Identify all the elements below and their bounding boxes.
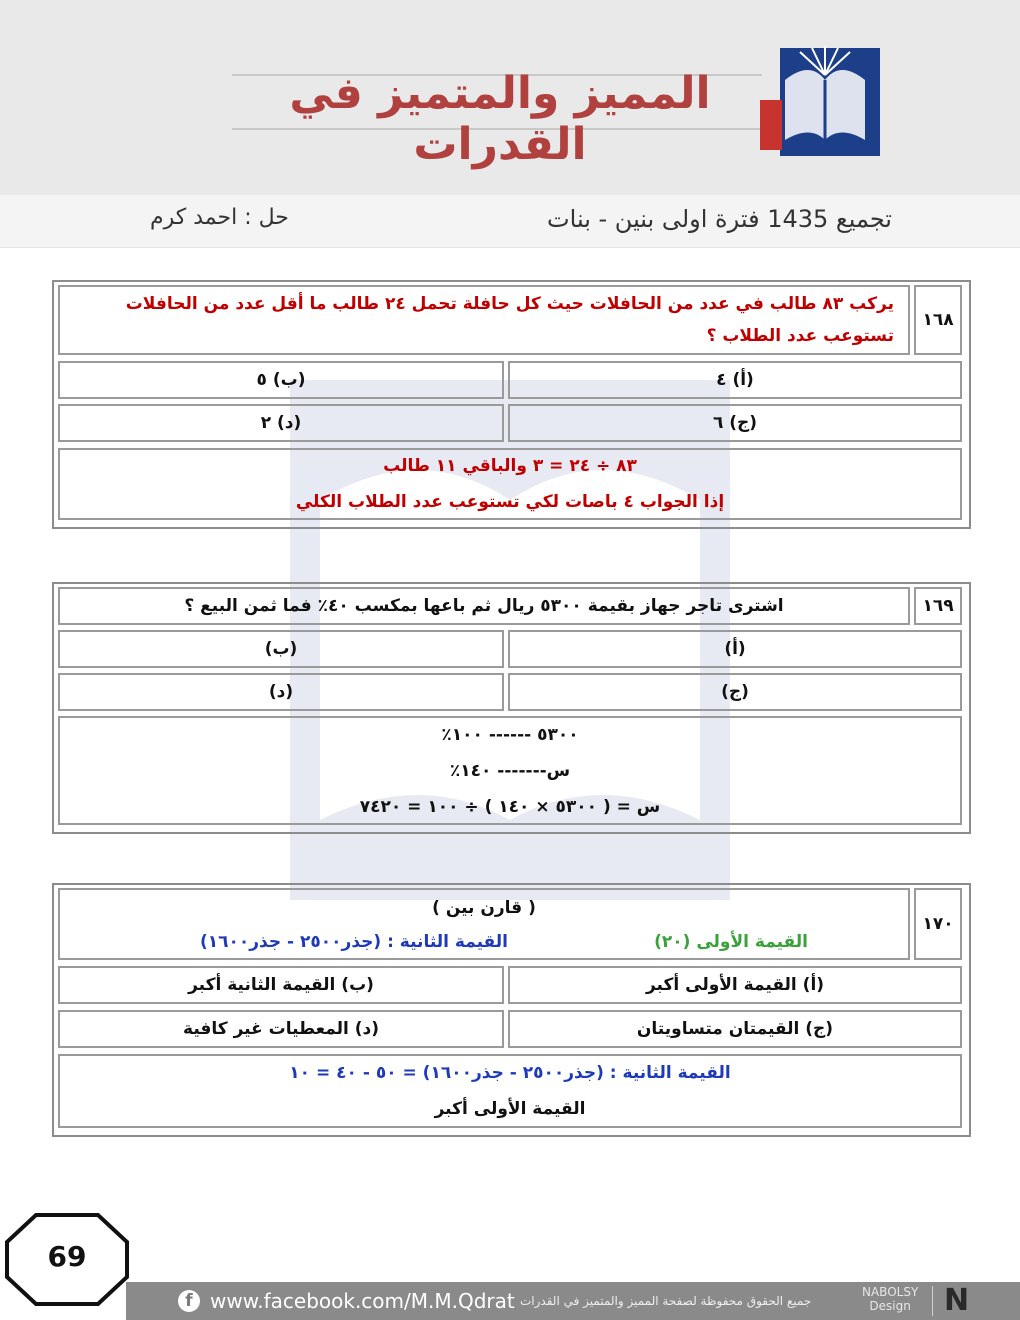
solution-line: س = ( ٥٣٠٠ × ١٤٠ ) ÷ ١٠٠ = ٧٤٢٠: [359, 796, 661, 817]
book-logo-icon: [760, 40, 890, 160]
question-169-number: ١٦٩: [914, 587, 962, 625]
question-169-option-c[interactable]: (ج): [508, 673, 962, 711]
solution-line: ٥٣٠٠ ------ ١٠٠٪: [441, 724, 579, 745]
question-168-option-d[interactable]: (د) ٢: [58, 404, 504, 442]
second-value: القيمة الثانية : (جذر٢٥٠٠ - جذر١٦٠٠): [199, 932, 508, 952]
question-168-number: ١٦٨: [914, 285, 962, 355]
collection-label: تجميع 1435 فترة اولى بنين - بنات: [547, 205, 892, 233]
solution-line: إذا الجواب ٤ باصات لكي تستوعب عدد الطلاب الكلي: [295, 492, 725, 512]
question-169-solution: [58, 716, 962, 825]
facebook-link[interactable]: www.facebook.com/M.M.Qdrat: [210, 1289, 515, 1313]
design-brand-line1: NABOLSY: [862, 1285, 919, 1299]
design-brand-line2: Design: [869, 1299, 911, 1313]
question-168-option-c[interactable]: (ج) ٦: [508, 404, 962, 442]
design-brand-divider: [932, 1286, 933, 1316]
design-brand-logo: N: [944, 1283, 970, 1318]
question-168-option-a[interactable]: (أ) ٤: [508, 361, 962, 399]
question-170-solution: [58, 1054, 962, 1128]
compare-title: ( قارن بين ): [432, 898, 536, 918]
solver-label: حل : احمد كرم: [150, 205, 289, 230]
solution-line: القيمة الأولى أكبر: [434, 1099, 586, 1119]
question-168-text: [58, 285, 910, 355]
solution-line: ٨٣ ÷ ٢٤ = ٣ والباقي ١١ طالب: [383, 456, 637, 476]
question-169-option-a[interactable]: (أ): [508, 630, 962, 668]
question-169-option-d[interactable]: (د): [58, 673, 504, 711]
question-170-text: [58, 888, 910, 960]
question-170-number: ١٧٠: [914, 888, 962, 960]
solution-line: القيمة الثانية : (جذر٢٥٠٠ - جذر١٦٠٠) = ٥٠ - ٤٠ = ١٠: [289, 1063, 731, 1083]
question-170-option-c[interactable]: (ج) القيمتان متساويتان: [508, 1010, 962, 1048]
question-169-option-b[interactable]: (ب): [58, 630, 504, 668]
question-168-solution: [58, 448, 962, 520]
question-170-option-b[interactable]: (ب) القيمة الثانية أكبر: [58, 966, 504, 1004]
logo-title: المميز والمتميز في القدرات: [289, 68, 711, 170]
question-170-option-a[interactable]: (أ) القيمة الأولى أكبر: [508, 966, 962, 1004]
question-170-option-d[interactable]: (د) المعطيات غير كافية: [58, 1010, 504, 1048]
question-168-option-b[interactable]: (ب) ٥: [58, 361, 504, 399]
question-169-text: اشترى تاجر جهاز بقيمة ٥٣٠٠ ريال ثم باعها بمكسب ٤٠٪ فما ثمن البيع ؟: [58, 587, 910, 625]
solution-line: س------- ١٤٠٪: [449, 760, 571, 781]
page-number: 69: [47, 1240, 87, 1273]
question-168-text-line: يركب ٨٣ طالب في عدد من الحافلات حيث كل حافلة تحمل ٢٤ طالب ما أقل عدد من الحافلات تستوعب عدد الطلاب ؟: [125, 294, 894, 346]
first-value: القيمة الأولى (٢٠): [654, 932, 808, 952]
design-brand: [862, 1285, 918, 1313]
rights-notice: جميع الحقوق محفوظة لصفحة المميز والمتميز في القدرات: [520, 1294, 812, 1308]
facebook-icon: f: [178, 1290, 200, 1312]
